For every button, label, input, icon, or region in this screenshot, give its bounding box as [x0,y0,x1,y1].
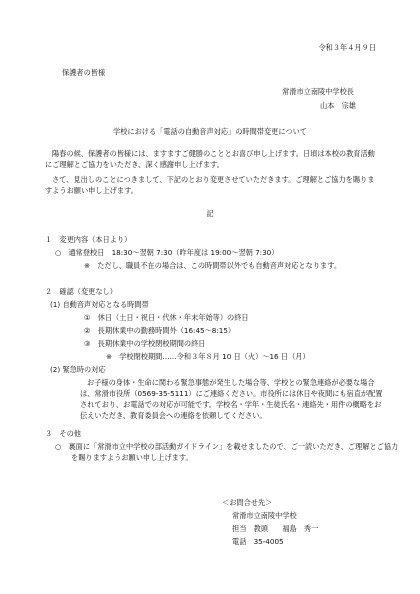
section-1-item: ○ 通常登校日 18:30～翌朝 7:30（昨年度は 19:00～翌朝 7:30） [55,248,279,257]
sender-school: 常滑市立南陵中学校長 [282,87,354,96]
ki-label: 記 [206,209,214,218]
document-title: 学校における「電話の自動音声対応」の時間帯変更について [113,127,307,136]
contact-person: 担当 教頭 福島 秀一 [232,524,319,533]
section-3-heading: ３ その他 [45,429,81,438]
emergency-paragraph: お子様の身体・生命に関わる緊急事態が発生した場合等、学校との緊急連絡が必要な場合は、常滑市役所（0569-35-5111）にご連絡ください。市役所には休日や夜間にも宿直が配置されており、お電話での対応が可能です。学校名・学年・生徒氏名・連絡先・用件の概略をお伝えいただき、教育委員会への連絡を依頼してください。 [80,378,383,421]
intro-paragraph-1: 陽春の候、保護者の皆様には、ますますご健勝のこととお喜び申し上げます。日頃は本校の教育活動にご理解とご協力をいただき、深く感謝申し上げます。 [45,149,375,170]
section-1-note: ※ ただし、職員不在の場合は、この時間帯以外でも自動音声対応となります。 [84,261,342,270]
list-item: ① 休日（土日・祝日・代休・年末年始等）の終日 [84,313,249,322]
section-3-item: ○ 裏面に「常滑市立中学校の部活動ガイドライン」を載せましたので、ご一読いただき、ご理解とご協力を賜りますようお願い申し上げます。 [55,442,399,463]
closure-period-note: ※ 学校閉校期間……令和３年８月 10 日（火）～16 日（月） [106,352,310,361]
list-item: ③ 長期休業中の学校閉校期間の終日 [84,339,206,348]
intro-paragraph-2: さて、見出しのことにつきまして、下記のとおり変更させていただきます。ご理解とご協力を賜りますようお願い申し上げます。 [45,175,375,196]
contact-heading: ＜お問合せ先＞ [222,498,273,507]
contact-phone: 電話 35-4005 [232,537,284,546]
document-date: 令和３年４月９日 [318,43,376,52]
section-2-sub-1: (1) 自動音声対応となる時間帯 [50,300,149,309]
section-2-heading: ２ 確認（変更なし） [45,287,117,296]
section-2-sub-2: (2) 緊急時の対応 [50,365,106,374]
list-item: ② 長期休業中の勤務時間外（16:45～8:15） [84,326,236,335]
sender-name: 山本 宗雄 [320,101,356,110]
contact-school: 常滑市立南陵中学校 [232,511,297,520]
section-1-heading: １ 変更内容（本日より） [45,235,132,244]
recipient: 保護者の皆様 [62,68,106,77]
